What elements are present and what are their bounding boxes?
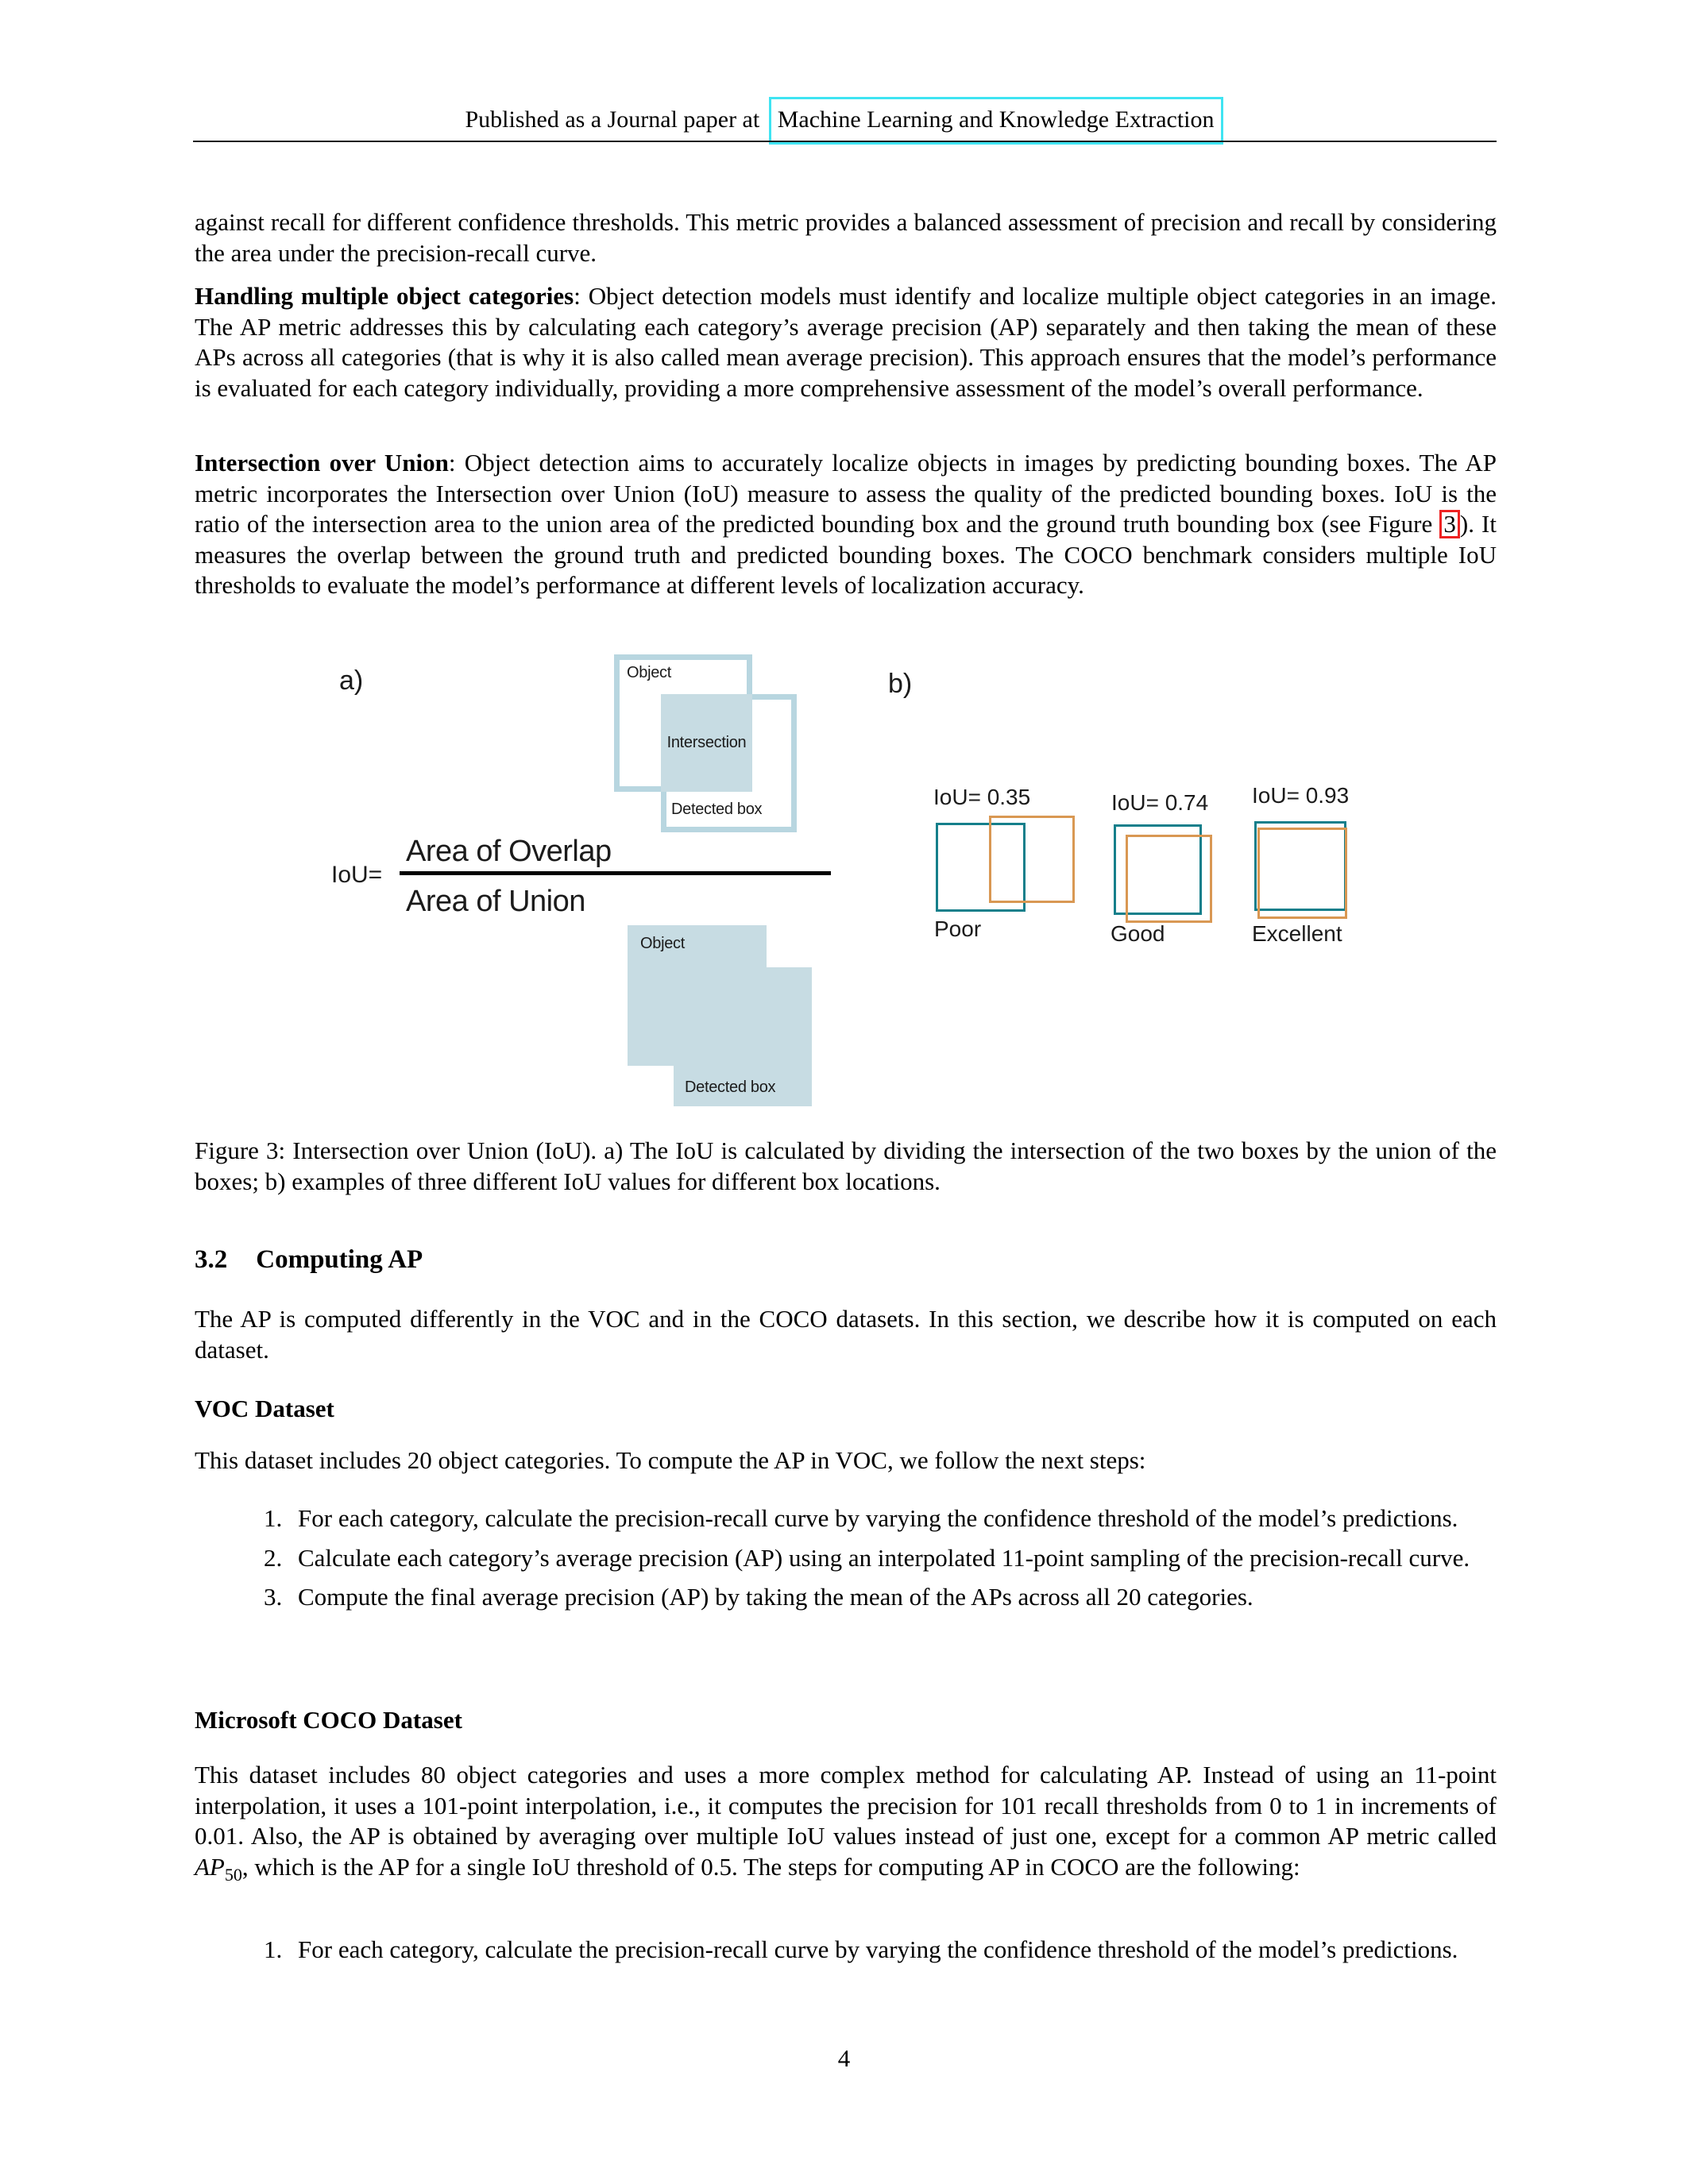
formula-numerator: Area of Overlap: [406, 835, 612, 868]
figure-3-caption: Figure 3: Intersection over Union (IoU). a) The IoU is calculated by dividing the intersection of the two boxes by the union of the boxes; b) examples of three different IoU values for different box locations.: [195, 1136, 1497, 1195]
list-item-number: 1.: [264, 1935, 283, 1963]
fraction-bar: [400, 871, 831, 875]
union-object-label: Object: [640, 935, 686, 952]
list-item-text: Compute the final average precision (AP) by taking the mean of the APs across all 20 categories.: [298, 1583, 1253, 1611]
list-item-number: 3.: [264, 1583, 283, 1611]
iou-value-label-poor: IoU= 0.35: [933, 785, 1031, 809]
paragraph-computing-ap-intro: The AP is computed differently in the VOC and in the COCO datasets. In this section, we describe how it is computed on each dataset.: [195, 1305, 1497, 1364]
list-item-number: 2.: [264, 1543, 283, 1572]
list-item-text: Calculate each category’s average precision (AP) using an interpolated 11-point sampling of the precision-recall curve.: [298, 1543, 1470, 1572]
formula-denominator: Area of Union: [406, 885, 585, 918]
paragraph-voc-intro: This dataset includes 20 object categories. To compute the AP in VOC, we follow the next steps:: [195, 1446, 1146, 1474]
panel-b-label: b): [888, 669, 913, 699]
predicted-box-poor: [989, 816, 1075, 903]
quality-label-excellent: Excellent: [1252, 921, 1342, 946]
paragraph-iou: [195, 448, 1497, 601]
coco-dataset-heading: Microsoft COCO Dataset: [195, 1706, 462, 1734]
journal-link[interactable]: Machine Learning and Knowledge Extraction: [769, 97, 1223, 145]
paragraph-text: : Object detection models must identify and localize multiple object categories in an image. The AP metric addresses this by calculating each category’s average precision (AP) separately and then taking the mean of these APs across all categories (that is why it is also called mean average precision). This approach ensures that the model’s performance is evaluated for each category individually, providing a more comprehensive assessment of the model’s overall performance.: [195, 282, 1497, 402]
paragraph-coco-intro: [195, 1760, 1497, 1891]
voc-steps-list: [195, 1503, 1497, 1622]
intersection-label: [661, 694, 752, 792]
panel-a-label: a): [339, 666, 364, 696]
list-item: [264, 1935, 1497, 1966]
paragraph-lead: Intersection over Union: [195, 449, 449, 477]
paragraph-text: This dataset includes 80 object categories and uses a more complex method for calculating AP. Instead of using an 11-point interpolation, it uses a 101-point interpolation, i.e., it computes the precision for 101 recall thresholds from 0 to 1 in increments of 0.01. Also, the AP is obtained by averaging over multiple IoU values instead of just one, except for a common AP metric called: [195, 1761, 1497, 1850]
header-rule: [193, 141, 1497, 142]
section-heading: [195, 1245, 423, 1275]
list-item-text: For each category, calculate the precision-recall curve by varying the confidence threshold of the model’s predictions.: [298, 1935, 1458, 1963]
quality-label-poor: Poor: [934, 916, 982, 941]
figure-3-reference-link[interactable]: 3: [1439, 510, 1460, 538]
object-box-label: Object: [627, 664, 672, 681]
intersection-label-text: Intersection: [666, 734, 747, 751]
page-number: 4: [837, 2044, 851, 2072]
section-title: Computing AP: [256, 1245, 423, 1274]
list-item-number: 1.: [264, 1504, 283, 1532]
list-item: [264, 1582, 1497, 1613]
predicted-box-good: [1126, 835, 1212, 923]
paragraph-multiple-categories: [195, 281, 1497, 403]
union-detected-label: Detected box: [685, 1078, 776, 1096]
detected-box-label: Detected box: [671, 801, 763, 818]
page-header: [0, 97, 1688, 145]
iou-value-label-good: IoU= 0.74: [1111, 790, 1209, 815]
ap50-metric-name: AP: [195, 1852, 225, 1881]
paragraph-text: , which is the AP for a single IoU threshold of 0.5. The steps for computing AP in COCO are the following:: [241, 1852, 1300, 1881]
list-item: [264, 1503, 1497, 1534]
header-prefix: Published as a Journal paper at: [465, 106, 760, 133]
ap50-metric-subscript: 50: [224, 1864, 242, 1885]
paragraph-lead: Handling multiple object categories: [195, 282, 574, 310]
paragraph-text: ). It measures the overlap between the ground truth and predicted bounding boxes. The COCO benchmark considers multiple IoU thresholds to evaluate the model’s performance at different levels of localization accuracy.: [195, 510, 1497, 600]
section-number: 3.2: [195, 1245, 228, 1274]
paragraph-text: against recall for different confidence thresholds. This metric provides a balanced assessment of precision and recall by considering the area under the precision-recall curve.: [195, 208, 1497, 267]
coco-steps-list: [195, 1935, 1497, 1974]
paragraph-precision-recall: [195, 207, 1497, 268]
predicted-box-excellent: [1257, 828, 1347, 919]
paragraph-text: : Object detection aims to accurately localize objects in images by predicting bounding boxes. The AP metric incorporates the Intersection over Union (IoU) measure to assess the quality of the predicted bounding boxes. IoU is the ratio of the intersection area to the union area of the predicted bounding box and the ground truth bounding box (see Figure: [195, 449, 1497, 538]
list-item-text: For each category, calculate the precision-recall curve by varying the confidence threshold of the model’s predictions.: [298, 1504, 1458, 1532]
iou-value-label-excellent: IoU= 0.93: [1252, 783, 1350, 808]
list-item: [264, 1543, 1497, 1574]
quality-label-good: Good: [1111, 921, 1165, 946]
iou-formula-lhs: IoU=: [331, 862, 383, 888]
voc-dataset-heading: VOC Dataset: [195, 1395, 334, 1422]
